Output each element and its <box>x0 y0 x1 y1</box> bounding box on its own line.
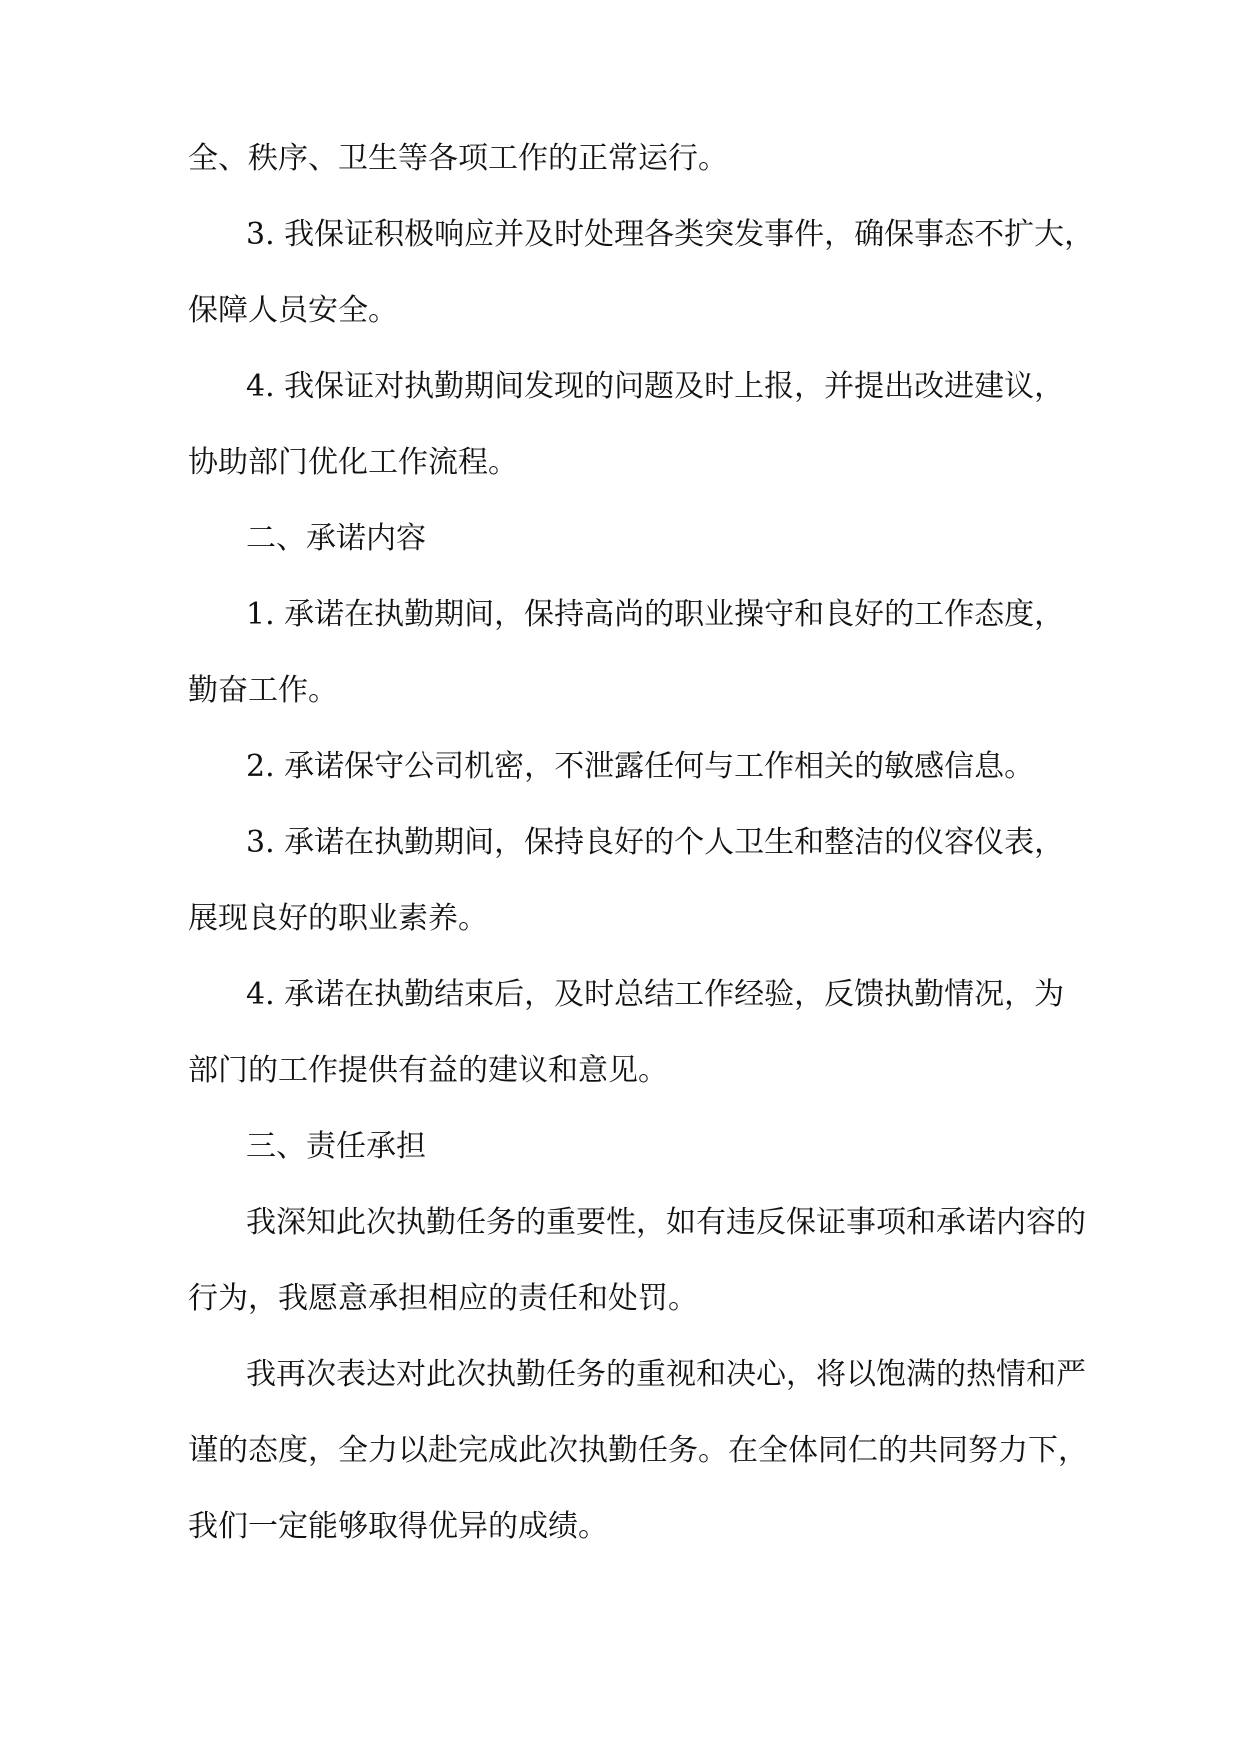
text-line: 我再次表达对此次执勤任务的重视和决心，将以饱满的热情和严 <box>246 1357 1086 1392</box>
text-line: 3. 承诺在执勤期间，保持良好的个人卫生和整洁的仪容仪表， <box>246 825 1065 860</box>
text-line: 3. 我保证积极响应并及时处理各类突发事件，确保事态不扩大， <box>246 217 1095 252</box>
text-line: 全、秩序、卫生等各项工作的正常运行。 <box>188 141 728 176</box>
text-line: 勤奋工作。 <box>188 673 338 708</box>
text-line: 谨的态度，全力以赴完成此次执勤任务。在全体同仁的共同努力下， <box>188 1433 1088 1468</box>
text-line: 4. 承诺在执勤结束后，及时总结工作经验，反馈执勤情况，为 <box>246 977 1065 1012</box>
text-line: 行为，我愿意承担相应的责任和处罚。 <box>188 1281 698 1316</box>
text-line: 部门的工作提供有益的建议和意见。 <box>188 1053 668 1088</box>
section-heading: 二、承诺内容 <box>246 521 426 556</box>
document-body <box>188 140 1095 1584</box>
text-line: 我们一定能够取得优异的成绩。 <box>188 1509 608 1544</box>
text-line: 保障人员安全。 <box>188 293 398 328</box>
text-line: 我深知此次执勤任务的重要性，如有违反保证事项和承诺内容的 <box>246 1205 1086 1240</box>
text-line: 展现良好的职业素养。 <box>188 901 488 936</box>
section-heading: 三、责任承担 <box>246 1129 426 1164</box>
text-line: 2. 承诺保守公司机密，不泄露任何与工作相关的敏感信息。 <box>246 749 1035 784</box>
text-line: 协助部门优化工作流程。 <box>188 445 518 480</box>
text-line: 4. 我保证对执勤期间发现的问题及时上报，并提出改进建议， <box>246 369 1065 404</box>
text-line: 1. 承诺在执勤期间，保持高尚的职业操守和良好的工作态度， <box>246 597 1065 632</box>
